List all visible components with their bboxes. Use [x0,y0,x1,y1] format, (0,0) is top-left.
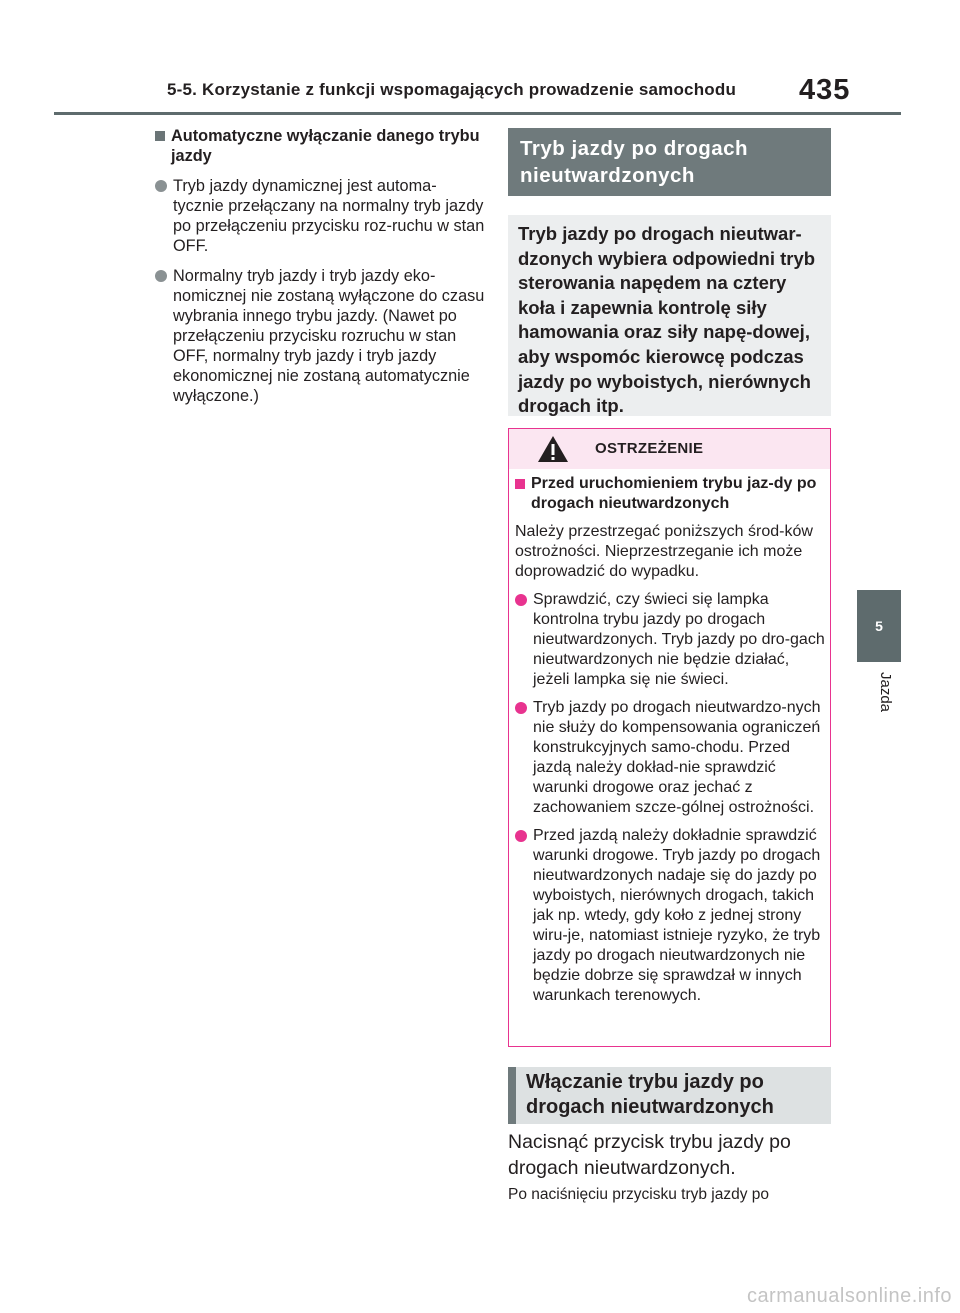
list-item [515,826,825,1006]
header-rule [54,112,901,115]
offroad-intro-box: Tryb jazdy po drogach nieutwar-dzonych wybiera odpowiedni tryb sterowania napędem na cztery koła i zapewnia kontrolę siły hamowania oraz siły napę-dowej, aby wspomóc kierowcę podczas jazdy po wyboistych, nierównych drogach itp. [508,215,831,416]
list-item-text: Tryb jazdy po drogach nieutwardzo-nych nie służy do kompensowania ograniczeń konstrukcyjnych samo-chodu. Przed jazdą należy dokład-nie sprawdzić warunki drogowe oraz jechać z zachowaniem szcze-gólnej ostrożności. [533,699,821,816]
list-item [155,176,485,256]
list-item [155,266,485,406]
list-item-text: Sprawdzić, czy świeci się lampka kontrolna trybu jazdy po drogach nieutwardzonych. Tryb jazdy po dro-gach nieutwardzonych nie będzie działać, jeżeli lampka się nie świeci. [533,591,825,688]
list-item-text: Tryb jazdy dynamicznej jest automa-tycznie przełączany na normalny tryb jazdy po przełączeniu przycisku roz-ruchu w stan OFF. [173,177,485,255]
chapter-label: Jazda [877,672,894,713]
warning-paragraph: Należy przestrzegać poniższych środ-ków ostrożności. Nieprzestrzeganie ich może doprowadzić do wypadku. [515,523,813,580]
warning-heading [515,474,825,514]
list-item-text: Przed jazdą należy dokładnie sprawdzić warunki drogowe. Tryb jazdy po drogach nieutwardzonych nadaje się do jazdy po wyboistych, nierównych drogach, takich jak np. wtedy, gdy koło z jednej strony wiru-je, natomiast istnieje ryzyko, że tryb jazdy po drogach nieutwardzonych nie będzie dobrze się sprawdzał w innych warunkach terenowych. [533,827,821,1004]
pink-round-bullet-icon [515,702,527,714]
warning-box [508,428,831,1047]
warning-heading-text: Przed uruchomieniem trybu jaz-dy po drogach nieutwardzonych [531,475,817,512]
round-bullet-icon [155,180,167,192]
page-number: 435 [799,74,851,106]
square-bullet-icon [155,131,165,141]
list-item [515,590,825,690]
round-bullet-icon [155,270,167,282]
pink-square-bullet-icon [515,479,525,489]
section-title-offroad-mode: Tryb jazdy po drogach nieutwardzonych [508,128,831,196]
watermark: carmanualsonline.info [746,1285,952,1307]
section-title-enable-offroad: Włączanie trybu jazdy po drogach nieutwardzonych [508,1067,831,1124]
auto-off-heading-text: Automatyczne wyłączanie danego trybu jazdy [171,127,480,165]
header-title: 5-5. Korzystanie z funkcji wspomagających prowadzenie samochodu [167,80,737,99]
auto-off-heading [155,126,485,166]
warning-body [509,469,830,1006]
pink-round-bullet-icon [515,594,527,606]
warning-header [509,429,830,469]
warning-title: OSTRZEŻENIE [595,440,704,457]
instruction-text: Nacisnąć przycisk trybu jazdy po drogach nieutwardzonych. [508,1131,791,1179]
list-item [515,698,825,818]
chapter-tab[interactable] [857,590,901,662]
left-column [155,126,485,406]
pink-round-bullet-icon [515,830,527,842]
list-item-text: Normalny tryb jazdy i tryb jazdy eko-nomicznej nie zostaną wyłączone do czasu wybrania innego trybu jazdy. (Nawet po przełączeniu przycisku rozruchu w stan OFF, normalny tryb jazdy i tryb jazdy ekonomicznej nie zostaną automatycznie wyłączone.) [173,267,485,405]
warning-triangle-icon [537,435,569,463]
chapter-number: 5 [875,618,883,634]
instruction-note: Po naciśnięciu przycisku tryb jazdy po [508,1186,770,1203]
